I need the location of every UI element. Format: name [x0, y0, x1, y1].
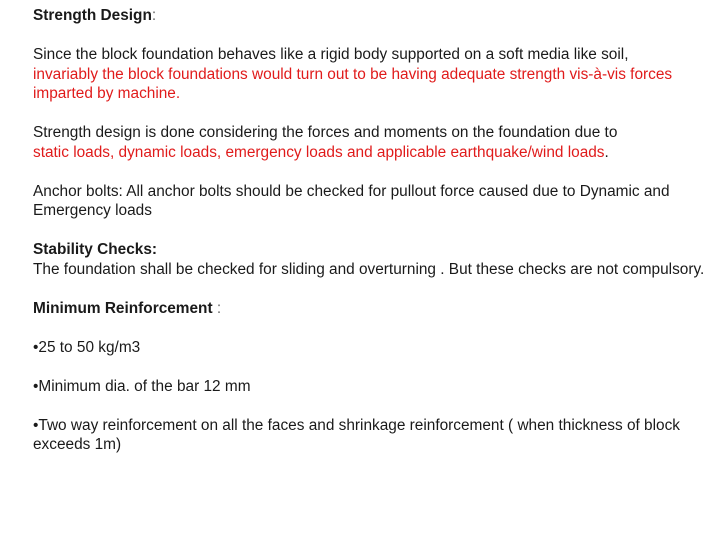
anchor-bolts-paragraph: Anchor bolts: All anchor bolts should be checked for pullout force caused due to Dynamic and Emergency loads [33, 182, 670, 219]
reinforcement-heading: Minimum Reinforcement [33, 299, 213, 317]
stability-heading: Stability Checks: [33, 241, 158, 258]
stability-paragraph [33, 240, 723, 279]
stability-text: The foundation shall be checked for sliding and overturning . But these checks are not compulsory. [33, 260, 705, 278]
strength-design-heading-line [33, 6, 723, 26]
load-types-highlight: static loads, dynamic loads, emergency loads and applicable earthquake/wind loads [33, 143, 605, 161]
bullet-item: •25 to 50 kg/m3 [33, 338, 141, 356]
reinforcement-heading-line [33, 299, 723, 319]
reinforcement-colon: : [212, 299, 222, 317]
strength-design-heading: Strength Design [33, 7, 152, 24]
rigid-body-paragraph [33, 45, 723, 104]
strength-design-text: Strength design is done considering the forces and moments on the foundation due to [33, 124, 618, 141]
strength-design-end: . [604, 143, 609, 161]
bullet-item: •Minimum dia. of the bar 12 mm [33, 377, 251, 395]
strength-design-paragraph [33, 123, 723, 162]
strength-design-colon: : [151, 7, 157, 24]
rigid-body-text: Since the block foundation behaves like a rigid body supported on a soft media like soil, [33, 46, 629, 63]
adequate-strength-highlight: invariably the block foundations would turn out to be having adequate strength vis-à-vis forces imparted by machine. [33, 65, 673, 102]
bullet-item: •Two way reinforcement on all the faces and shrinkage reinforcement ( when thickness of block exceeds 1m) [33, 416, 680, 453]
slide-content [33, 6, 723, 474]
